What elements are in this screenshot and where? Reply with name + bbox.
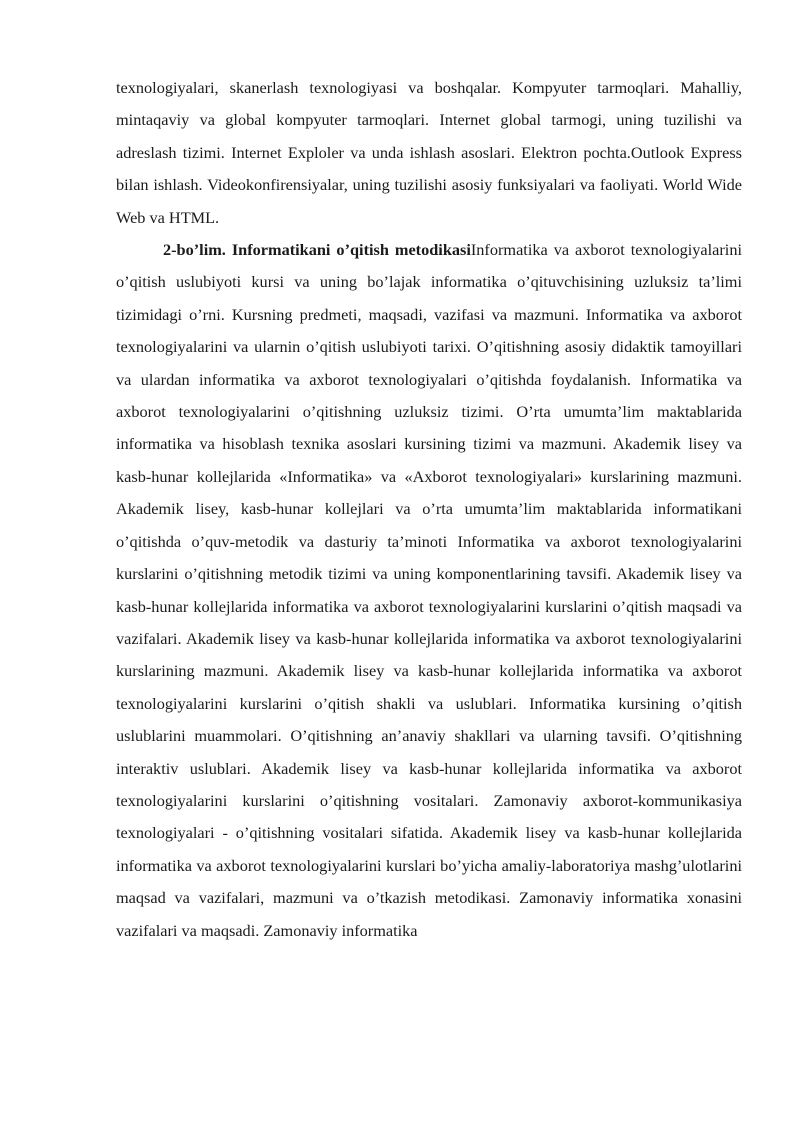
section-heading: 2-bo’lim. Informatikani o’qitish metodikasi <box>163 240 471 260</box>
section-body: Informatika va axborot texnologiyalarini o’qitish uslubiyoti kursi va uning bo’lajak informatika o’qituvchisining uzluksiz ta’limi tizimidagi o’rni. Kursning predmeti, maqsadi, vazifasi va mazmuni. Informatika va axborot texnologiyalarini va ularnin o’qitish uslubiyoti tarixi. O’qitishning asosiy didaktik tamoyillari va ulardan informatika va axborot texnologiyalari o’qitishda foydalanish. Informatika va axborot texnologiyalarini o’qitishning uzluksiz tizimi. O’rta umumta’lim maktablarida informatika va hisoblash texnika asoslari kursining tizimi va mazmuni. Akademik lisey va kasb-hunar kollejlarida «Informatika» va «Axborot texnologiyalari» kurslarining mazmuni. Akademik lisey, kasb-hunar kollejlari va o’rta umumta’lim maktablarida informatikani o’qitishda o’quv-metodik va dasturiy ta’minoti Informatika va axborot texnologiyalarini kurslarini o’qitishning metodik tizimi va uning komponentlarining tavsifi. Akademik lisey va kasb-hunar kollejlarida informatika va axborot texnologiyalarini kurslarini o’qitish maqsadi va vazifalari. Akademik lisey va kasb-hunar kollejlarida informatika va axborot texnologiyalarini kurslarining mazmuni. Akademik lisey va kasb-hunar kollejlarida informatika va axborot texnologiyalarini kurslarini o’qitish shakli va uslublari. Informatika kursining o’qitish uslublarini muammolari. O’qitishning an’anaviy shakllari va ularning tavsifi. O’qitishning interaktiv uslublari. Akademik lisey va kasb-hunar kollejlarida informatika va axborot texnologiyalarini kurslarini o’qitishning vositalari. Zamonaviy axborot-kommunikasiya texnologiyalari - o’qitishning vositalari sifatida. Akademik lisey va kasb-hunar kollejlarida informatika va axborot texnologiyalarini kurslari bo’yicha amaliy-laboratoriya mashg’ulotlarini maqsad va vazifalari, mazmuni va o’tkazish metodikasi. Zamonaviy informatika xonasini vazifalari va maqsadi. Zamonaviy informatika <box>116 240 742 940</box>
paragraph-methodology <box>116 234 742 947</box>
document-page <box>116 72 742 947</box>
paragraph-networks: texnologiyalari, skanerlash texnologiyasi va boshqalar. Kompyuter tarmoqlari. Mahalliy, mintaqaviy va global kompyuter tarmoqlari. Internet global tarmogi, uning tuzilishi va adreslash tizimi. Internet Exploler va unda ishlash asoslari. Elektron pochta.Outlook Express bilan ishlash. Videokonfirensiyalar, uning tuzilishi asosiy funksiyalari va faoliyati. World Wide Web va HTML. <box>116 78 742 227</box>
